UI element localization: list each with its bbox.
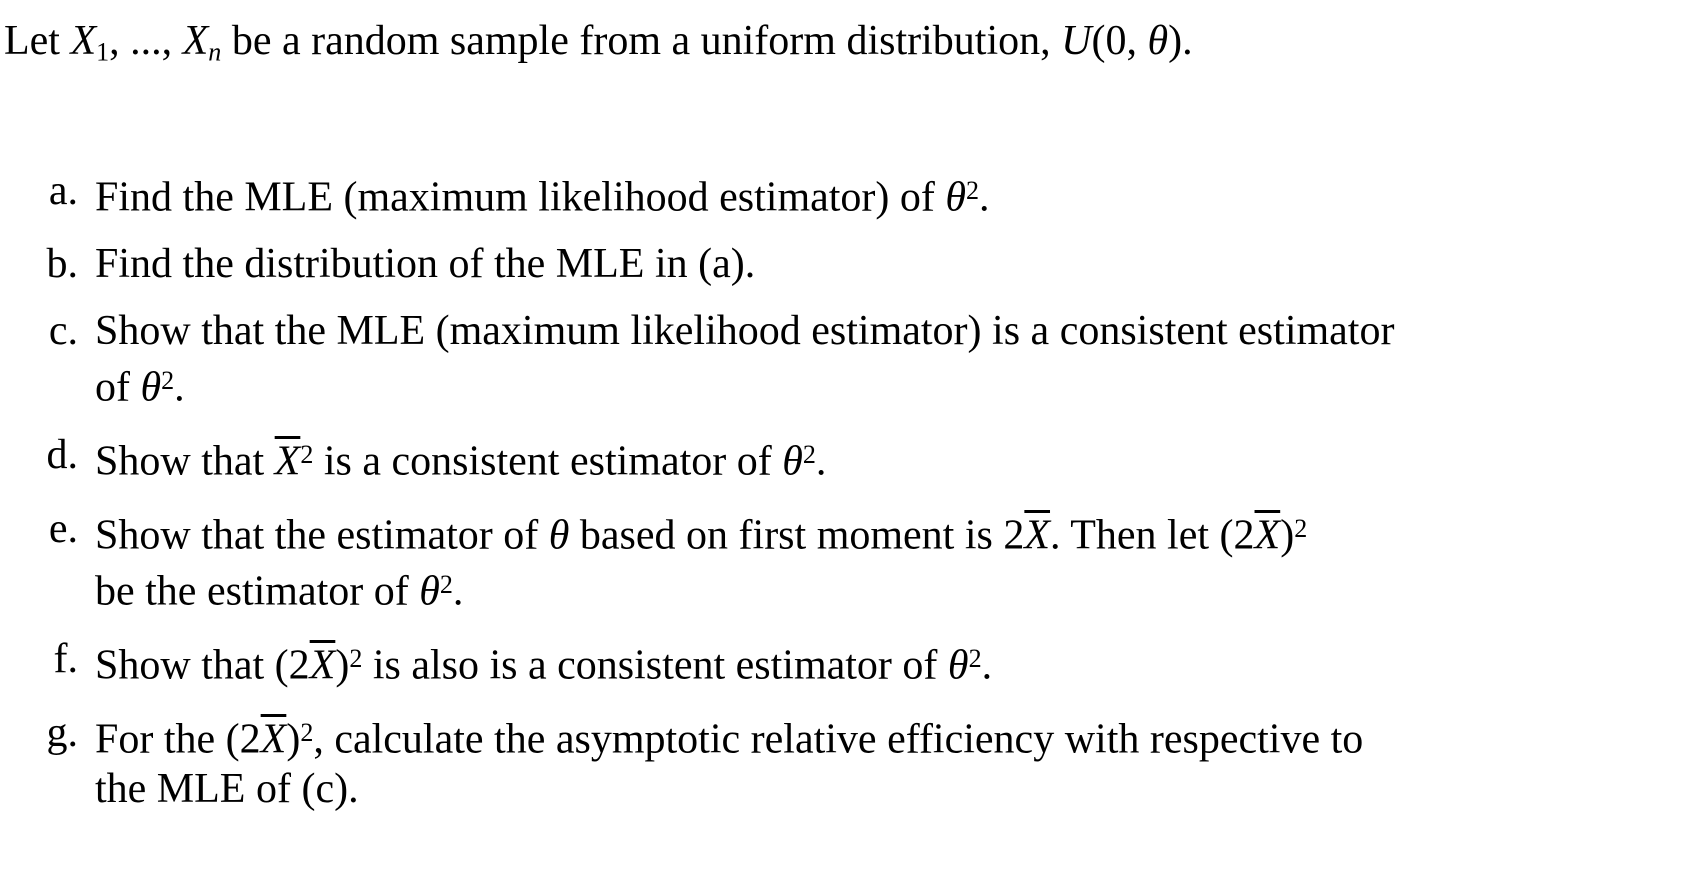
part-label: e. bbox=[48, 505, 78, 552]
part-text bbox=[95, 306, 1702, 413]
text-segment: of bbox=[95, 364, 141, 411]
text-segment: 2 bbox=[1294, 513, 1308, 543]
text-segment: 2 bbox=[968, 644, 982, 674]
text-segment: 2 bbox=[802, 439, 816, 469]
math-symbol: X bbox=[182, 18, 209, 64]
text-segment: Find the distribution of the MLE in (a). bbox=[95, 241, 756, 288]
math-symbol: θ bbox=[782, 438, 803, 485]
text-segment: Let bbox=[4, 18, 71, 64]
part-label: g. bbox=[46, 709, 78, 756]
text-segment: be a random sample from a uniform distribution, bbox=[221, 18, 1062, 64]
math-symbol: θ bbox=[419, 569, 440, 616]
text-segment: is a consistent estimator of bbox=[313, 438, 783, 485]
part-text-line bbox=[95, 764, 1702, 814]
part-text bbox=[95, 166, 1702, 223]
text-segment: For the (2 bbox=[95, 716, 261, 763]
part-text-line bbox=[95, 166, 1702, 223]
math-symbol: $\overline{X}$ bbox=[274, 438, 301, 485]
text-segment: , ..., bbox=[109, 18, 183, 64]
part-label: f. bbox=[53, 636, 78, 683]
text-segment: . bbox=[452, 569, 464, 616]
part-text bbox=[95, 634, 1702, 691]
part-label: a. bbox=[48, 167, 78, 214]
text-segment: 2 bbox=[349, 644, 363, 674]
text-segment: 2 bbox=[300, 439, 314, 469]
math-symbol: θ bbox=[947, 642, 969, 689]
part-text-line bbox=[95, 430, 1702, 487]
problem-part bbox=[4, 306, 1702, 413]
part-text bbox=[95, 504, 1702, 617]
text-segment: 1 bbox=[96, 37, 110, 67]
text-segment: Show that bbox=[95, 438, 275, 485]
math-symbol: θ bbox=[548, 512, 570, 559]
part-text bbox=[95, 708, 1702, 815]
text-segment: 2 bbox=[966, 175, 980, 205]
math-symbol: X bbox=[70, 18, 97, 64]
math-symbol: θ bbox=[140, 364, 162, 411]
math-symbol: $\overline{X}$ bbox=[309, 642, 336, 689]
math-symbol: θ bbox=[1147, 18, 1169, 64]
part-label: b. bbox=[46, 241, 78, 288]
text-segment: ) bbox=[286, 716, 301, 763]
math-symbol: n bbox=[208, 37, 222, 67]
part-label: c. bbox=[48, 308, 78, 355]
problem-parts-list bbox=[4, 166, 1702, 815]
problem-part bbox=[4, 634, 1702, 691]
problem-part bbox=[4, 708, 1702, 815]
text-segment: , calculate the asymptotic relative efficiency with respective to bbox=[313, 716, 1364, 763]
part-text-line bbox=[95, 306, 1702, 356]
text-segment: is also is a consistent estimator of bbox=[362, 642, 948, 689]
text-segment: 2 bbox=[300, 717, 314, 747]
text-segment: based on first moment is 2 bbox=[569, 512, 1025, 559]
part-text-line bbox=[95, 356, 1702, 413]
problem-part bbox=[4, 239, 1702, 289]
text-segment: Show that (2 bbox=[95, 642, 310, 689]
text-segment: ) bbox=[1280, 512, 1295, 559]
part-text-line bbox=[95, 560, 1702, 617]
text-segment: . bbox=[815, 438, 827, 485]
part-text bbox=[95, 430, 1702, 487]
part-text-line bbox=[95, 504, 1702, 561]
text-segment: . bbox=[981, 642, 993, 689]
text-segment: ) bbox=[335, 642, 350, 689]
math-symbol: θ bbox=[945, 174, 967, 221]
text-segment: be the estimator of bbox=[95, 569, 420, 616]
text-segment: . Then let (2 bbox=[1050, 512, 1255, 559]
part-text bbox=[95, 239, 1702, 289]
problem-part bbox=[4, 504, 1702, 617]
problem-part bbox=[4, 430, 1702, 487]
part-text-line bbox=[95, 634, 1702, 691]
intro-line bbox=[4, 16, 1702, 78]
text-segment: 2 bbox=[439, 570, 453, 600]
text-segment: Find the MLE (maximum likelihood estimator) of bbox=[95, 174, 946, 221]
text-segment: Show that the MLE (maximum likelihood estimator) is a consistent estimator bbox=[95, 308, 1395, 355]
math-symbol: $\overline{X}$ bbox=[1024, 512, 1051, 559]
text-segment: the MLE of (c). bbox=[95, 766, 359, 813]
text-segment: 2 bbox=[161, 366, 175, 396]
text-segment: . bbox=[979, 174, 990, 221]
text-segment: . bbox=[174, 364, 185, 411]
math-symbol: U bbox=[1061, 18, 1092, 64]
math-symbol: $\overline{X}$ bbox=[1254, 512, 1281, 559]
text-segment: Show that the estimator of bbox=[95, 512, 549, 559]
text-segment: (0, bbox=[1091, 18, 1148, 64]
text-segment: ). bbox=[1168, 18, 1193, 64]
part-text-line bbox=[95, 239, 1702, 289]
part-label: d. bbox=[46, 431, 78, 478]
part-text-line bbox=[95, 708, 1702, 765]
problem-part bbox=[4, 166, 1702, 223]
math-symbol: $\overline{X}$ bbox=[260, 716, 287, 763]
